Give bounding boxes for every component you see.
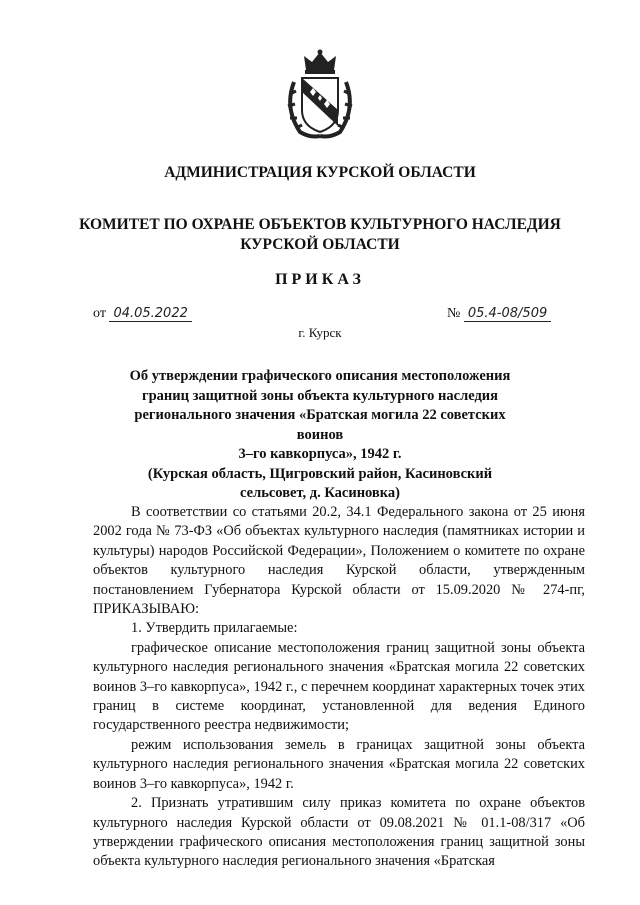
title-line: регионального значения «Братская могила 22 советских воинов (134, 407, 506, 443)
coat-of-arms-icon (280, 48, 360, 140)
city: г. Курск (298, 325, 342, 340)
number-value: 05.4-08/509 (464, 306, 551, 322)
order-body (93, 503, 585, 872)
title-line: границ защитной зоны объекта культурного наследия (141, 387, 498, 404)
paragraph: В соответствии со статьями 20.2, 34.1 Федерального закона от 25 июня 2002 года № 73-ФЗ «Об объектах культурного наследия (памятниках истории и культуры) народов Российской Федерации», Положением о комитете по охране объектов культурного наследия Курской области, утвержденным постановлением Губернатора Курской области от 15.09.2020 № 274-пг, ПРИКАЗЫВАЮ: (93, 504, 585, 618)
date-prefix: от (93, 306, 106, 321)
paragraph: 1. Утвердить прилагаемые: (131, 620, 298, 637)
date-value: 04.05.2022 (109, 306, 191, 322)
title-line: Об утверждении графического описания местоположения (129, 368, 511, 384)
committee-title-line-2: КУРСКОЙ ОБЛАСТИ (240, 236, 400, 253)
administration-title: АДМИНИСТРАЦИЯ КУРСКОЙ ОБЛАСТИ (164, 164, 476, 181)
order-number (447, 306, 551, 322)
committee-title (0, 215, 640, 255)
order-title (110, 367, 530, 504)
order-date (93, 306, 192, 322)
title-line: 3–го кавкорпуса», 1942 г. (238, 446, 402, 462)
number-prefix: № (447, 306, 461, 321)
committee-title-line-1: КОМИТЕТ ПО ОХРАНЕ ОБЪЕКТОВ КУЛЬТУРНОГО НАСЛЕДИЯ (79, 216, 561, 233)
doc-type: ПРИКАЗ (275, 271, 365, 288)
paragraph: 2. Признать утратившим силу приказ комитета по охране объектов культурного наследия Курской области от 09.08.2021 № 01.1-08/317 «Об утверждении графического описания местоположения границ защитной зоны объекта культурного наследия регионального значения «Братская (93, 795, 585, 870)
title-line: сельсовет, д. Касиновка) (240, 485, 400, 501)
paragraph: режим использования земель в границах защитной зоны объекта культурного наследия регионального значения «Братская могила 22 советских воинов 3–го кавкорпуса», 1942 г. (93, 736, 585, 792)
paragraph: графическое описание местоположения границ защитной зоны объекта культурного наследия регионального значения «Братская могила 22 советских воинов 3–го кавкорпуса», 1942 г., с перечнем координат характерных точек этих границ в системе координат, установленной для ведения Единого государственного реестра недвижимости; (93, 639, 585, 734)
title-line: (Курская область, Щигровский район, Касиновский (147, 465, 493, 482)
